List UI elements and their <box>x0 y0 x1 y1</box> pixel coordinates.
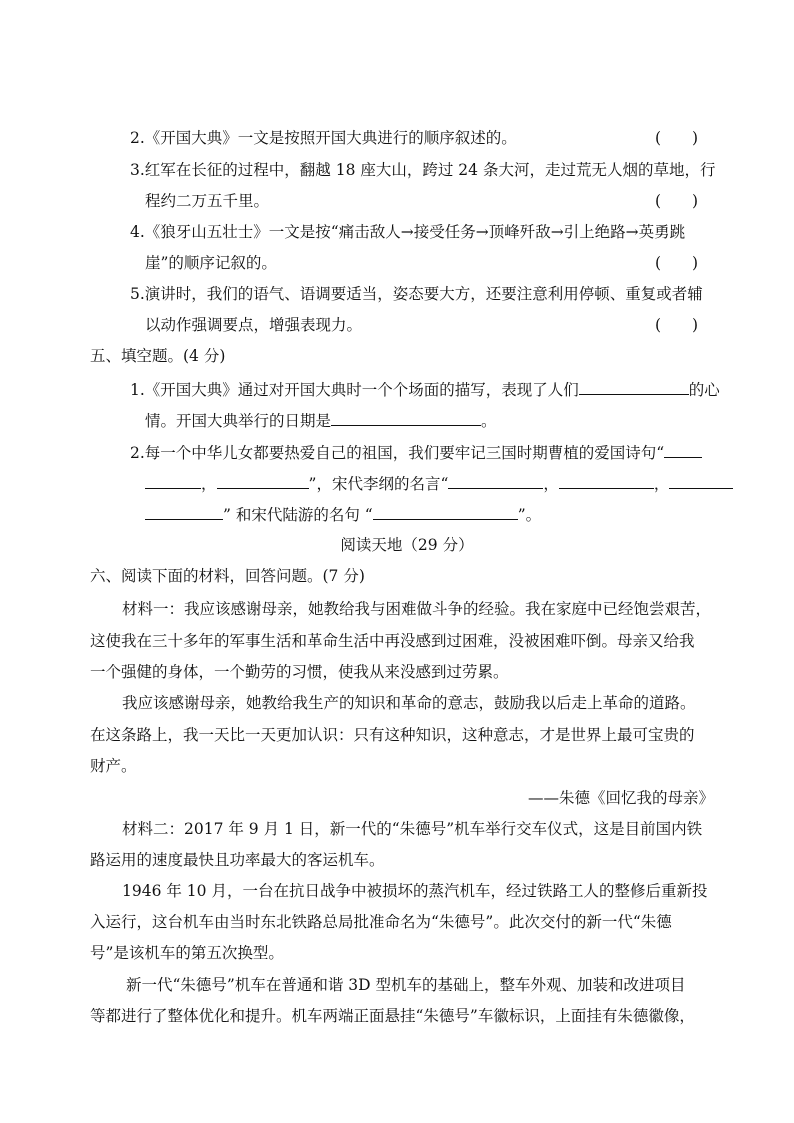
fill-q2-blank-4[interactable] <box>559 472 654 489</box>
reading-heading: 六、阅读下面的材料，回答问题。(7 分) <box>90 567 365 585</box>
fill-q1-text-b: 的心 <box>688 381 720 399</box>
fill-q1-text-a: 1.《开国大典》通过对开国大典时一个个场面的描写，表现了人们 <box>130 381 579 399</box>
judge-q2-text: 2.《开国大典》一文是按照开国大典进行的顺序叙述的。 <box>130 129 517 147</box>
material1-p1-line3: 一个强健的身体，一个勤劳的习惯，使我从来没感到过劳累。 <box>90 663 509 681</box>
fill-q1-line2 <box>145 409 497 431</box>
fill-q2-blank-5[interactable] <box>669 472 733 489</box>
fill-q2-line3 <box>145 503 541 525</box>
judge-q4-line1: 4.《狼牙山五壮士》一文是按“痛击敌人→接受任务→顶峰歼敌→引上绝路→英勇跳 <box>130 223 686 241</box>
fill-q2-blank-1-cont[interactable] <box>145 472 201 489</box>
fill-q2-text-d: ， <box>543 475 559 493</box>
fill-q2-text-c: ”，宋代李纲的名言“ <box>308 475 449 493</box>
material1-p1-line2: 这使我在三十多年的军事生活和革命生活中再没感到过困难，没被困难吓倒。母亲又给我 <box>90 632 695 650</box>
material2-p2-line3: 号”是该机车的第五次换型。 <box>90 944 284 962</box>
fill-q2-text-g: ”。 <box>517 506 542 524</box>
judge-q5-line2: 以动作强调要点，增强表现力。 <box>145 316 363 334</box>
material1-p2-line1: 我应该感谢母亲，她教给我生产的知识和革命的意志，鼓励我以后走上革命的道路。 <box>122 694 696 712</box>
fill-q2-blank-6[interactable] <box>373 503 518 520</box>
fill-q2-line2 <box>145 472 733 494</box>
fill-q2-blank-5-cont[interactable] <box>145 503 223 520</box>
material2-p3-line2: 等都进行了整体优化和提升。机车两端正面悬挂“朱德号”车徽标识，上面挂有朱德徽像， <box>90 1007 695 1025</box>
fill-q2-text-b: ， <box>201 475 217 493</box>
judge-q3-answer-paren[interactable]: ( ) <box>655 192 699 210</box>
fill-q2-blank-3[interactable] <box>448 472 543 489</box>
material1-p1-line1: 材料一：我应该感谢母亲，她教给我与困难做斗争的经验。我在家庭中已经饱尝艰苦， <box>122 600 712 618</box>
judge-q4-line2: 崖”的顺序记叙的。 <box>145 254 277 272</box>
material1-p2-line2: 在这条路上，我一天比一天更加认识：只有这种知识，这种意志，才是世界上最可宝贵的 <box>90 726 695 744</box>
fill-q1-text-c: 情。开国大典举行的日期是 <box>145 412 332 430</box>
fill-q2-blank-1[interactable] <box>664 441 702 458</box>
material1-attribution: ——朱德《回忆我的母亲》 <box>528 789 715 807</box>
fill-q1-text-d: 。 <box>481 412 497 430</box>
material2-p1-line2: 路运用的速度最快且功率最大的客运机车。 <box>90 851 385 869</box>
judge-q2-answer-paren[interactable]: ( ) <box>655 129 699 147</box>
fill-q1-blank-1[interactable] <box>579 378 689 395</box>
material1-p2-line3: 财产。 <box>90 757 137 775</box>
fill-q2-text-f: ” 和宋代陆游的名句 “ <box>223 506 373 524</box>
fill-q1-blank-2[interactable] <box>331 409 481 426</box>
judge-q5-answer-paren[interactable]: ( ) <box>655 316 699 334</box>
judge-q4-answer-paren[interactable]: ( ) <box>655 254 699 272</box>
judge-q3-line1: 3.红军在长征的过程中，翻越 18 座大山，跨过 24 条大河，走过荒无人烟的草地，行 <box>130 161 716 179</box>
judge-q5-line1: 5.演讲时，我们的语气、语调要适当，姿态要大方，还要注意利用停顿、重复或者辅 <box>130 285 703 303</box>
material2-p1-line1: 材料二：2017 年 9 月 1 日，新一代的“朱德号”机车举行交车仪式，这是目前国内铁 <box>122 820 703 838</box>
material2-p2-line2: 入运行，这台机车由当时东北铁路总局批准命名为“朱德号”。此次交付的新一代“朱德 <box>90 913 672 931</box>
material2-p3-line1: 新一代“朱德号”机车在普通和谐 3D 型机车的基础上，整车外观、加装和改进项目 <box>126 976 686 994</box>
fill-q1-line1 <box>130 378 720 400</box>
fill-q2-blank-2[interactable] <box>217 472 309 489</box>
fill-q2-line1 <box>130 441 702 463</box>
fill-q2-text-e: ， <box>653 475 670 493</box>
reading-section-title: 阅读天地（29 分） <box>340 536 474 554</box>
material2-p2-line1: 1946 年 10 月，一台在抗日战争中被损坏的蒸汽机车，经过铁路工人的整修后重新投 <box>122 882 708 900</box>
judge-q3-line2: 程约二万五千里。 <box>145 192 270 210</box>
fill-q2-text-a: 2.每一个中华儿女都要热爱自己的祖国，我们要牢记三国时期曹植的爱国诗句“ <box>130 444 665 462</box>
fill-heading: 五、填空题。(4 分) <box>90 347 226 365</box>
